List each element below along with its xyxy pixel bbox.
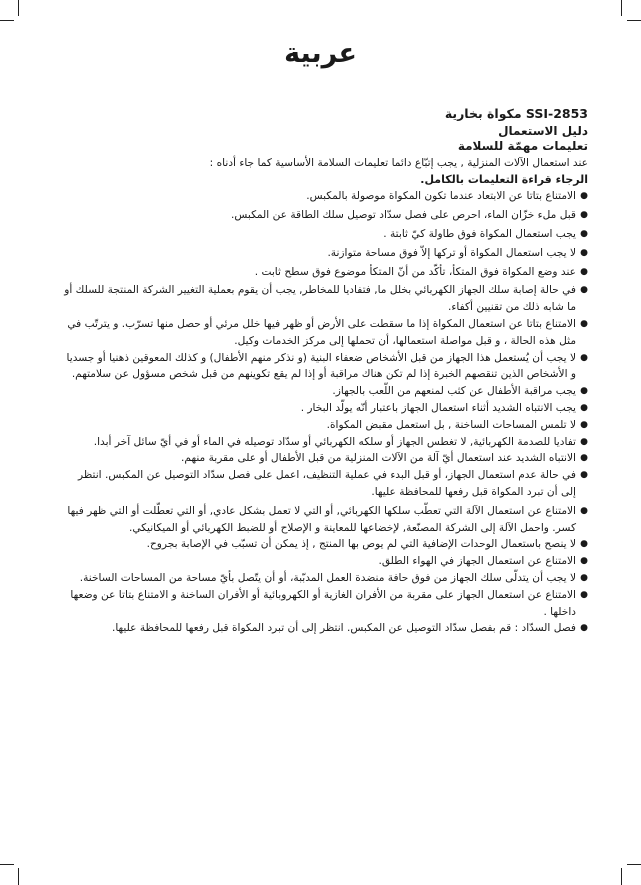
crop-mark bbox=[621, 868, 622, 885]
section-title: تعليمات مهمّة للسلامة bbox=[457, 139, 588, 153]
model-title: SSI-2853 مكواة بخارية bbox=[444, 106, 588, 121]
crop-mark bbox=[0, 20, 14, 21]
bullet-icon: ● bbox=[580, 589, 588, 600]
list-item bbox=[60, 245, 588, 262]
bullet-icon: ● bbox=[580, 191, 588, 202]
intro-text: عند استعمال الآلات المنزلية , يجب إتبّاع دائما تعليمات السلامة الأساسية كما جاء أدناه : bbox=[209, 156, 588, 169]
bullet-icon: ● bbox=[580, 572, 588, 583]
item-text: فصل السدّاد : قم بفصل سدّاد التوصيل عن المكبس. انتظر إلى أن تبرد المكواة قبل رفعها للمحافظة عليها. bbox=[111, 622, 576, 635]
page-title: عربية bbox=[284, 38, 357, 69]
item-text: الامتناع عن استعمال الجهاز على مقربة من الأفران الغازية أو الكهروبائية أو الأفران الساخنة و الامتناع بتاتا عن وضعها داخلها . bbox=[70, 588, 576, 618]
list-item bbox=[60, 383, 588, 400]
bullet-icon: ● bbox=[580, 386, 588, 397]
bullet-icon: ● bbox=[580, 352, 588, 363]
item-text: الامتناع بتاتا عن الابتعاد عندما تكون المكواة موصولة بالمكبس. bbox=[306, 190, 576, 203]
list-item bbox=[60, 450, 588, 467]
bullet-icon: ● bbox=[580, 556, 588, 567]
list-item bbox=[60, 226, 588, 243]
crop-mark bbox=[621, 0, 622, 16]
crop-mark bbox=[0, 864, 14, 865]
list-item bbox=[60, 587, 588, 621]
bullet-icon: ● bbox=[580, 247, 588, 258]
item-text: لا يجب أن يتدلّى سلك الجهاز من فوق حافة منضدة العمل المدبّبة، أو أن يتّصل بأيّ مساحة من المساحات الساخنة. bbox=[79, 571, 576, 584]
bullet-icon: ● bbox=[580, 436, 588, 447]
list-item bbox=[60, 434, 588, 451]
item-text: يجب الانتباه الشديد أثناء استعمال الجهاز باعتبار أنّه يولّد البخار . bbox=[300, 401, 576, 414]
list-item bbox=[60, 282, 588, 316]
manual-subtitle: دليل الاستعمال bbox=[498, 124, 588, 138]
item-text: في حالة عدم استعمال الجهاز، أو قبل البدء في عملية التنظيف، اعمل على فصل سدّاد التوصيل عن المكبس. انتظر إلى أن تبرد المكواة قبل رفعها للمحافظة عليها. bbox=[78, 469, 576, 498]
bullet-icon: ● bbox=[580, 210, 588, 221]
item-text: لا تلمس المساحات الساخنة , بل استعمل مقبض المكواة. bbox=[326, 418, 576, 431]
item-text: تفاديا للصدمة الكهربائية, لا تغطس الجهاز أو سلكه الكهربائي أو سدّاد توصيله في الماء أو في أيّ سائل آخر أبدا. bbox=[93, 435, 576, 448]
crop-mark bbox=[18, 0, 19, 16]
list-item bbox=[60, 207, 588, 224]
list-item bbox=[60, 553, 588, 570]
crop-mark bbox=[627, 20, 641, 21]
item-text: قبل ملء خزّان الماء، احرص على فصل سدّاد توصيل سلك الطاقة عن المكبس. bbox=[231, 209, 576, 222]
safety-section bbox=[60, 134, 588, 637]
list-item bbox=[60, 350, 588, 384]
item-text: لا يجب استعمال المكواة أو تركها إلاّ فوق مساحة متوازنة. bbox=[327, 246, 576, 259]
bullet-icon: ● bbox=[580, 266, 588, 277]
item-text: عند وضع المكواة فوق المتكأ، تأكّد من أنّ المتكأ موضوع فوق سطح ثابت . bbox=[254, 265, 576, 278]
item-text: لا يجب أن يُستعمل هذا الجهاز من قبل الأشخاص ضعفاء البنية (و نذكر منهم الأطفال) و كذلك المعوقين ذهنيا أو جسديا و الأشخاص الذين تنقصهم الخبرة إذا لم تكن هناك مراقبة أو إذا لم يقع تكوينهم من قبل شخص مسؤول عن سلامتهم. bbox=[66, 351, 576, 381]
list-item bbox=[60, 264, 588, 281]
item-text: يجب استعمال المكواة فوق طاولة كيّ ثابتة . bbox=[383, 227, 576, 240]
item-text: في حالة إصابة سلك الجهاز الكهربائي بخلل ما, فتفاديا للمخاطر, يجب أن يقوم بعملية التغيير الشركة المنتجة للسلك أو ما شابه ذلك من تقنيين أكفاء. bbox=[64, 284, 576, 314]
bullet-icon: ● bbox=[580, 419, 588, 430]
list-item bbox=[60, 417, 588, 434]
list-item bbox=[60, 620, 588, 637]
item-text: يجب مراقبة الأطفال عن كثب لمنعهم من اللّعب بالجهاز. bbox=[332, 385, 576, 398]
bullet-icon: ● bbox=[580, 228, 588, 239]
crop-mark bbox=[18, 868, 19, 885]
list-item bbox=[60, 503, 588, 537]
bullet-icon: ● bbox=[580, 539, 588, 550]
item-text: الامتناع عن استعمال الجهاز في الهواء الطلق. bbox=[378, 555, 576, 568]
list-item bbox=[60, 400, 588, 417]
list-item bbox=[60, 536, 588, 553]
read-notice: الرجاء قراءة التعليمات بالكامل. bbox=[420, 172, 588, 186]
bullet-icon: ● bbox=[580, 402, 588, 413]
list-item bbox=[60, 570, 588, 587]
item-text: الانتباه الشديد عند استعمال أيّ آلة من الآلات المنزلية من قبل الأطفال أو على مقربة منهم. bbox=[181, 452, 576, 465]
bullet-icon: ● bbox=[580, 318, 588, 329]
bullet-icon: ● bbox=[580, 623, 588, 634]
bullet-icon: ● bbox=[580, 453, 588, 464]
item-text: لا ينصح باستعمال الوحدات الإضافية التي لم يوص بها المنتج , إذ يمكن أن تسبّب في الإصابة بجروح. bbox=[146, 538, 576, 551]
crop-mark bbox=[627, 864, 641, 865]
bullet-icon: ● bbox=[580, 470, 588, 481]
bullet-icon: ● bbox=[580, 285, 588, 296]
list-item bbox=[60, 467, 588, 501]
item-text: الامتناع بتاتا عن استعمال المكواة إذا ما سقطت على الأرض أو ظهر فيها خلل مرئي أو حصل منها تسرّب. و يترتّب في مثل هذه الحالة ، و قبل مواصلة استعمالها، أن تحملها إلى مركز الخدمات وكيل. bbox=[67, 317, 576, 347]
list-item bbox=[60, 188, 588, 205]
bullet-icon: ● bbox=[580, 505, 588, 516]
list-item bbox=[60, 316, 588, 350]
item-text: الامتناع عن استعمال الآلة التي تعطّب سلكها الكهربائي, أو التي لا تعمل بشكل عادي, أو التي تعطّلت أو التي ظهر فيها كسر. واحمل الآلة إلى الشركة المصنّعة, لإخضاعها للمعاينة و الإصلاح أو للضبط الكهربائي أو الميكانيكي. bbox=[67, 504, 576, 534]
